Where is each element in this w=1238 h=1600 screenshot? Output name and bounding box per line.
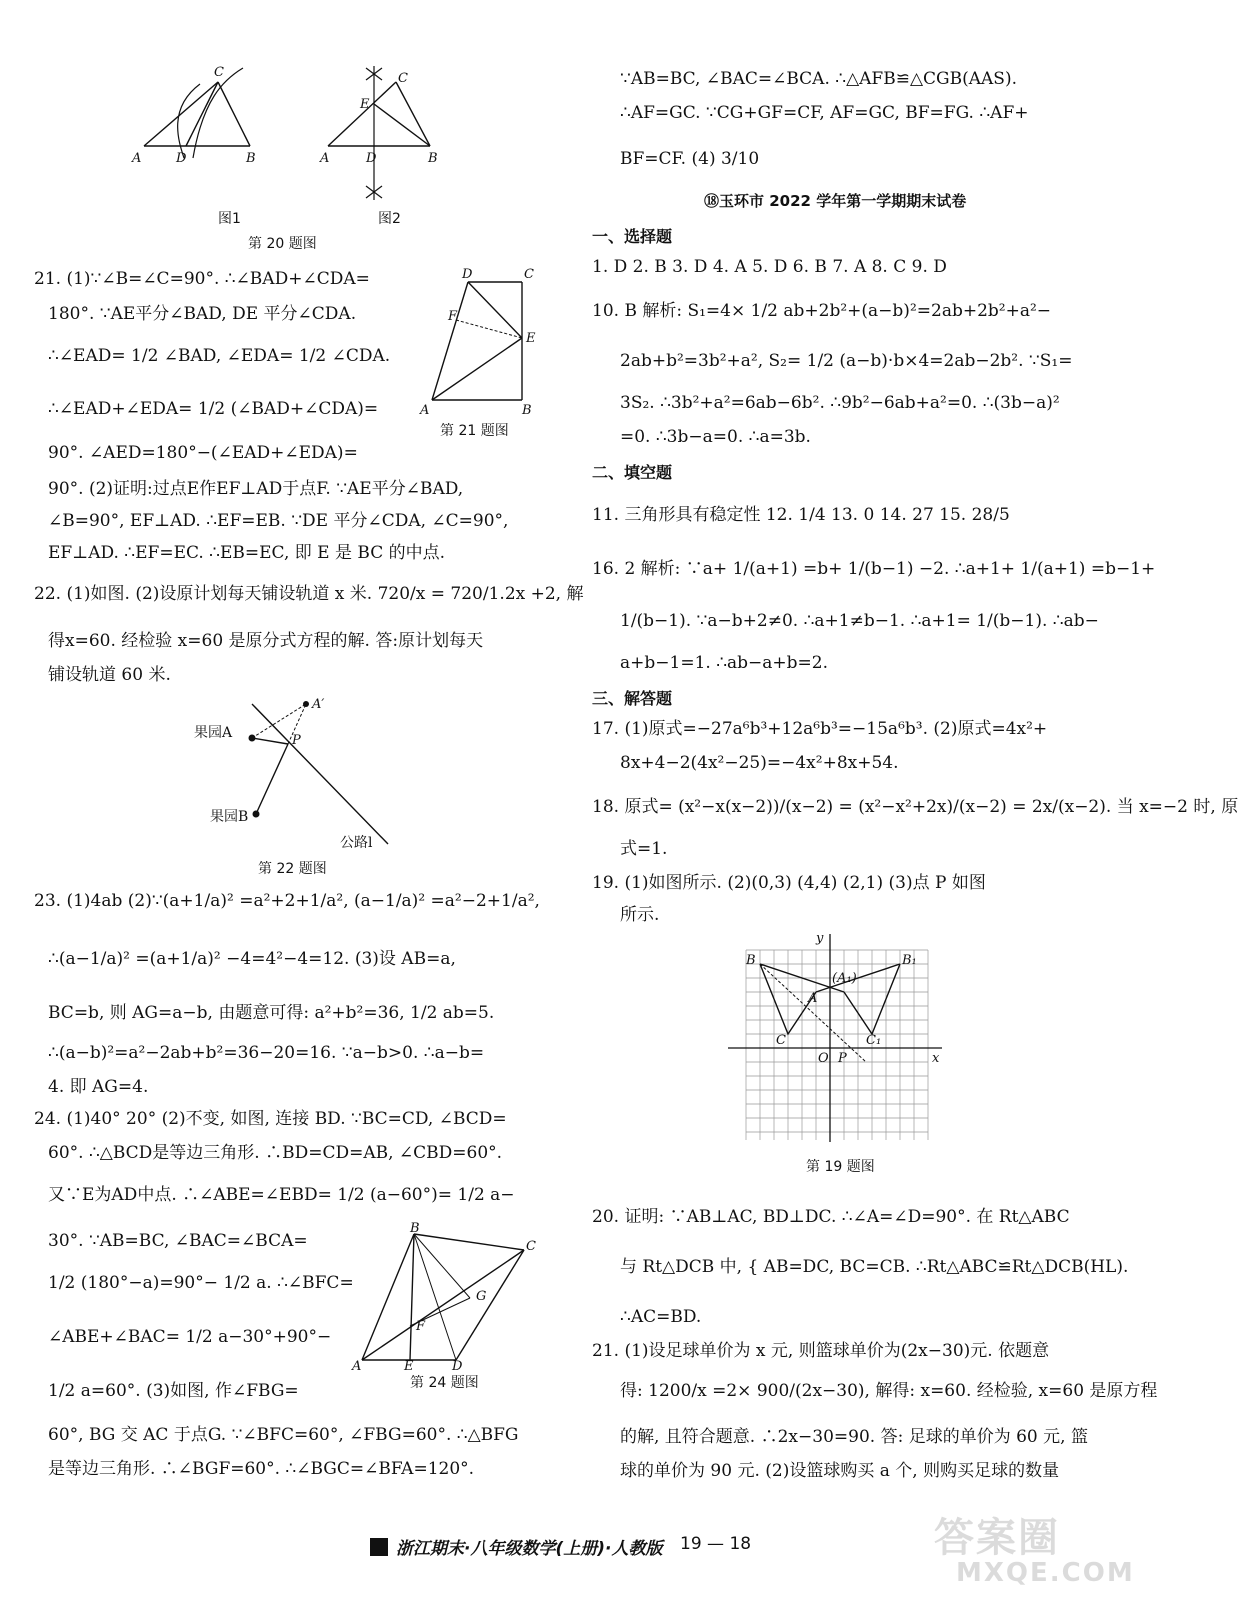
fig24-pt-d: D xyxy=(452,1359,463,1374)
q22-line-2: 得x=60. 经检验 x=60 是原分式方程的解. 答:原计划每天 xyxy=(48,631,484,651)
fig24-caption: 第 24 题图 xyxy=(410,1375,479,1391)
q23-line-2: ∴(a−1/a)² =(a+1/a)² −4=4²−4=12. (3)设 AB=a, xyxy=(48,949,456,969)
q24-line-8: 60°, BG 交 AC 于点G. ∵∠BFC=60°, ∠FBG=60°. ∴△BFG xyxy=(48,1425,519,1445)
fig24-pt-g: G xyxy=(476,1289,487,1304)
q24-line-7: 1/2 a=60°. (3)如图, 作∠FBG= xyxy=(48,1381,299,1401)
q21-line-5: 90°. ∠AED=180°−(∠EAD+∠EDA)= xyxy=(48,443,358,463)
fill-line-2: 16. 2 解析: ∵a+ 1/(a+1) =b+ 1/(b−1) −2. ∴a+1+ 1/(a+1) =b−1+ xyxy=(592,559,1156,579)
r-top-line-3: BF=CF. (4) 3/10 xyxy=(620,149,760,169)
r-top-line-2: ∴AF=GC. ∵CG+GF=CF, AF=GC, BF=FG. ∴AF+ xyxy=(620,103,1029,123)
fig19-o: O xyxy=(818,1051,829,1066)
page-footer xyxy=(370,1530,830,1560)
exam-title: ⑱玉环市 2022 学年第一学期期末试卷 xyxy=(704,192,967,210)
q23-line-1: 23. (1)4ab (2)∵(a+1/a)² =a²+2+1/a², (a−1/a)² =a²−2+1/a², xyxy=(34,891,540,911)
bottom-line-2: 与 Rt△DCB 中, { AB=DC, BC=CB. ∴Rt△ABC≌Rt△DCB(HL). xyxy=(620,1257,1129,1277)
q24-line-4: 30°. ∵AB=BC, ∠BAC=∠BCA= xyxy=(48,1231,308,1251)
bottom-line-3: ∴AC=BD. xyxy=(620,1307,702,1327)
q21-line-4: ∴∠EAD+∠EDA= 1/2 (∠BAD+∠CDA)= xyxy=(48,399,379,419)
figure-21 xyxy=(418,262,558,442)
fig19-c: C xyxy=(776,1033,786,1048)
q24-line-1: 24. (1)40° 20° (2)不变, 如图, 连接 BD. ∵BC=CD, ∠BCD= xyxy=(34,1109,507,1129)
fig20-label-2: 图2 xyxy=(378,211,401,227)
q23-line-3: BC=b, 则 AG=a−b, 由题意可得: a²+b²=36, 1/2 ab=5. xyxy=(48,1003,495,1023)
solve-line-5: 19. (1)如图所示. (2)(0,3) (4,4) (2,1) (3)点 P 如图 xyxy=(592,873,986,893)
bottom-line-1: 20. 证明: ∵AB⊥AC, BD⊥DC. ∴∠A=∠D=90°. 在 Rt△ABC xyxy=(592,1207,1070,1227)
watermark-line-2: MXQE.COM xyxy=(956,1558,1135,1588)
section-solve: 三、解答题 xyxy=(592,689,673,708)
fill-line-1: 11. 三角形具有稳定性 12. 1/4 13. 0 14. 27 15. 28/5 xyxy=(592,505,1010,525)
q21-line-6: 90°. (2)证明:过点E作EF⊥AD于点F. ∵AE平分∠BAD, xyxy=(48,479,464,499)
fig20b-pt-d: D xyxy=(366,151,377,166)
fig19-y: y xyxy=(816,931,824,946)
q22-line-1: 22. (1)如图. (2)设原计划每天铺设轨道 x 米. 720/x = 720/1.2x +2, 解 xyxy=(34,584,584,604)
section-fill: 二、填空题 xyxy=(592,463,673,482)
fig19-x: x xyxy=(932,1051,940,1066)
q21-line-8: EF⊥AD. ∴EF=EC. ∴EB=EC, 即 E 是 BC 的中点. xyxy=(48,543,446,563)
fig21-pt-d: D xyxy=(462,267,473,282)
fig20b-pt-a: A xyxy=(320,151,330,166)
figure-19 xyxy=(726,930,966,1150)
fig20-pt-d: D xyxy=(176,151,187,166)
fig24-pt-e: E xyxy=(404,1359,414,1374)
q23-line-5: 4. 即 AG=4. xyxy=(48,1077,149,1097)
fig21-caption: 第 21 题图 xyxy=(440,423,509,439)
figure-20-img2 xyxy=(318,60,468,210)
fig21-pt-f: F xyxy=(448,309,458,324)
fig19-b: B xyxy=(746,953,756,968)
q21-line-1: 21. (1)∵∠B=∠C=90°. ∴∠BAD+∠CDA= xyxy=(34,269,370,289)
choice-line-5: =0. ∴3b−a=0. ∴a=3b. xyxy=(620,427,811,447)
solve-line-4: 式=1. xyxy=(620,839,668,859)
fig19-caption: 第 19 题图 xyxy=(806,1159,875,1175)
fig24-pt-c: C xyxy=(526,1239,536,1254)
q23-line-4: ∴(a−b)²=a²−2ab+b²=36−20=16. ∵a−b>0. ∴a−b= xyxy=(48,1043,485,1063)
fig20-pt-c: C xyxy=(214,65,224,80)
bottom-line-5: 得: 1200/x =2× 900/(2x−30), 解得: x=60. 经检验, x=60 是原方程 xyxy=(620,1381,1158,1401)
fig19-b1: B₁ xyxy=(902,953,917,968)
q24-line-5: 1/2 (180°−a)=90°− 1/2 a. ∴∠BFC= xyxy=(48,1273,354,1293)
fig22-caption: 第 22 题图 xyxy=(258,861,327,877)
footer-square-icon xyxy=(370,1538,388,1556)
fig24-pt-b: B xyxy=(410,1221,420,1236)
fig22-p: P xyxy=(292,733,301,748)
fill-line-4: a+b−1=1. ∴ab−a+b=2. xyxy=(620,653,828,673)
fig20-pt-a: A xyxy=(132,151,142,166)
fig20b-pt-c: C xyxy=(398,71,408,86)
fig19-p: P xyxy=(838,1051,847,1066)
q21-line-7: ∠B=90°, EF⊥AD. ∴EF=EB. ∵DE 平分∠CDA, ∠C=90°, xyxy=(48,511,509,531)
q24-line-2: 60°. ∴△BCD是等边三角形. ∴BD=CD=AB, ∠CBD=60°. xyxy=(48,1143,503,1163)
q24-line-6: ∠ABE+∠BAC= 1/2 a−30°+90°− xyxy=(48,1327,332,1347)
fig22-orchard-a: 果园A xyxy=(194,725,233,741)
page-number: 19 — 18 xyxy=(680,1534,752,1554)
fig22-orchard-b: 果园B xyxy=(210,809,249,825)
fig20-label-1: 图1 xyxy=(218,211,241,227)
footer-title: 浙江期末·八年级数学(上册)·人教版 xyxy=(396,1539,663,1559)
figure-22 xyxy=(188,690,428,860)
choice-line-2: 10. B 解析: S₁=4× 1/2 ab+2b²+(a−b)²=2ab+2b²+a²− xyxy=(592,301,1052,321)
fig21-pt-c: C xyxy=(524,267,534,282)
fig22-road: 公路l xyxy=(340,835,373,851)
fig20b-pt-e: E xyxy=(360,97,370,112)
watermark-line-1: 答案圈 xyxy=(934,1515,1060,1561)
figure-20-img1 xyxy=(128,60,278,170)
q22-line-3: 铺设轨道 60 米. xyxy=(48,665,171,685)
fill-line-3: 1/(b−1). ∵a−b+2≠0. ∴a+1≠b−1. ∴a+1= 1/(b−1). ∴ab− xyxy=(620,611,1099,631)
solve-line-2: 8x+4−2(4x²−25)=−4x²+8x+54. xyxy=(620,753,899,773)
choice-line-3: 2ab+b²=3b²+a², S₂= 1/2 (a−b)·b×4=2ab−2b². ∵S₁= xyxy=(620,351,1073,371)
q24-line-9: 是等边三角形. ∴∠BGF=60°. ∴∠BGC=∠BFA=120°. xyxy=(48,1459,475,1479)
r-top-line-1: ∵AB=BC, ∠BAC=∠BCA. ∴△AFB≌△CGB(AAS). xyxy=(620,69,1017,89)
choice-line-4: 3S₂. ∴3b²+a²=6ab−6b². ∴9b²−6ab+a²=0. ∴(3b−a)² xyxy=(620,393,1060,413)
bottom-line-6: 的解, 且符合题意. ∴2x−30=90. 答: 足球的单价为 60 元, 篮 xyxy=(620,1427,1088,1447)
bottom-line-7: 球的单价为 90 元. (2)设篮球购买 a 个, 则购买足球的数量 xyxy=(620,1461,1060,1481)
solve-line-3: 18. 原式= (x²−x(x−2))/(x−2) = (x²−x²+2x)/(x−2) = 2x/(x−2). 当 x=−2 时, 原 xyxy=(592,797,1238,817)
figure-24 xyxy=(348,1222,548,1372)
fig24-pt-a: A xyxy=(352,1359,362,1374)
bottom-line-4: 21. (1)设足球单价为 x 元, 则篮球单价为(2x−30)元. 依题意 xyxy=(592,1341,1050,1361)
q21-line-2: 180°. ∵AE平分∠BAD, DE 平分∠CDA. xyxy=(48,304,357,324)
choice-line-1: 1. D 2. B 3. D 4. A 5. D 6. B 7. A 8. C 9. D xyxy=(592,257,947,277)
fig24-pt-f: F xyxy=(416,1319,426,1334)
fig20-caption: 第 20 题图 xyxy=(248,236,317,252)
section-choice: 一、选择题 xyxy=(592,227,673,246)
q21-line-3: ∴∠EAD= 1/2 ∠BAD, ∠EDA= 1/2 ∠CDA. xyxy=(48,346,391,366)
fig19-c1: C₁ xyxy=(866,1033,882,1048)
fig19-a: A xyxy=(808,991,818,1006)
fig21-pt-a: A xyxy=(420,403,430,418)
fig20b-pt-b: B xyxy=(428,151,438,166)
watermark-logo xyxy=(920,1502,1135,1594)
fig21-pt-e: E xyxy=(526,331,536,346)
q24-line-3: 又∵E为AD中点. ∴∠ABE=∠EBD= 1/2 (a−60°)= 1/2 a− xyxy=(48,1185,515,1205)
fig22-a-prime: A′ xyxy=(312,697,325,712)
solve-line-6: 所示. xyxy=(620,905,660,925)
solve-line-1: 17. (1)原式=−27a⁶b³+12a⁶b³=−15a⁶b³. (2)原式=4x²+ xyxy=(592,719,1048,739)
fig21-pt-b: B xyxy=(522,403,532,418)
fig20-pt-b: B xyxy=(246,151,256,166)
fig19-a1: (A₁) xyxy=(832,971,857,986)
